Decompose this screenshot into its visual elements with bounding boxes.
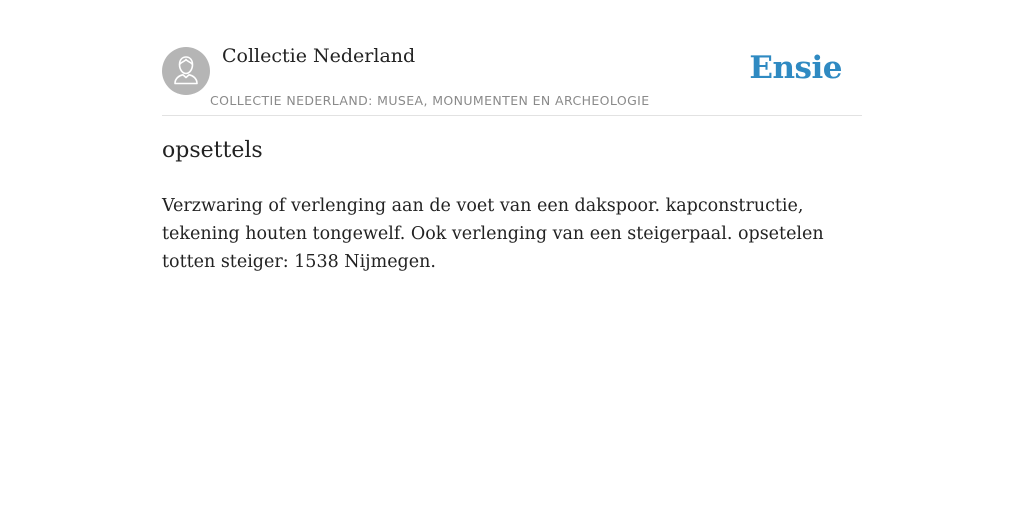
user-icon <box>162 47 210 95</box>
entry-header <box>162 40 862 116</box>
author-link[interactable]: Collectie Nederland <box>222 45 416 67</box>
author-avatar[interactable] <box>162 47 210 95</box>
entry-term: opsettels <box>162 138 263 163</box>
source-label: COLLECTIE NEDERLAND: MUSEA, MONUMENTEN EN ARCHEOLOGIE <box>210 93 650 108</box>
brand-logo[interactable]: Ensie <box>749 50 842 86</box>
entry-definition: Verzwaring of verlenging aan de voet van een dakspoor. kapconstructie, tekening houten tongewelf. Ook verlenging van een steigerpaal. opsetelen totten steiger: 1538 Nijmegen. <box>162 196 824 272</box>
